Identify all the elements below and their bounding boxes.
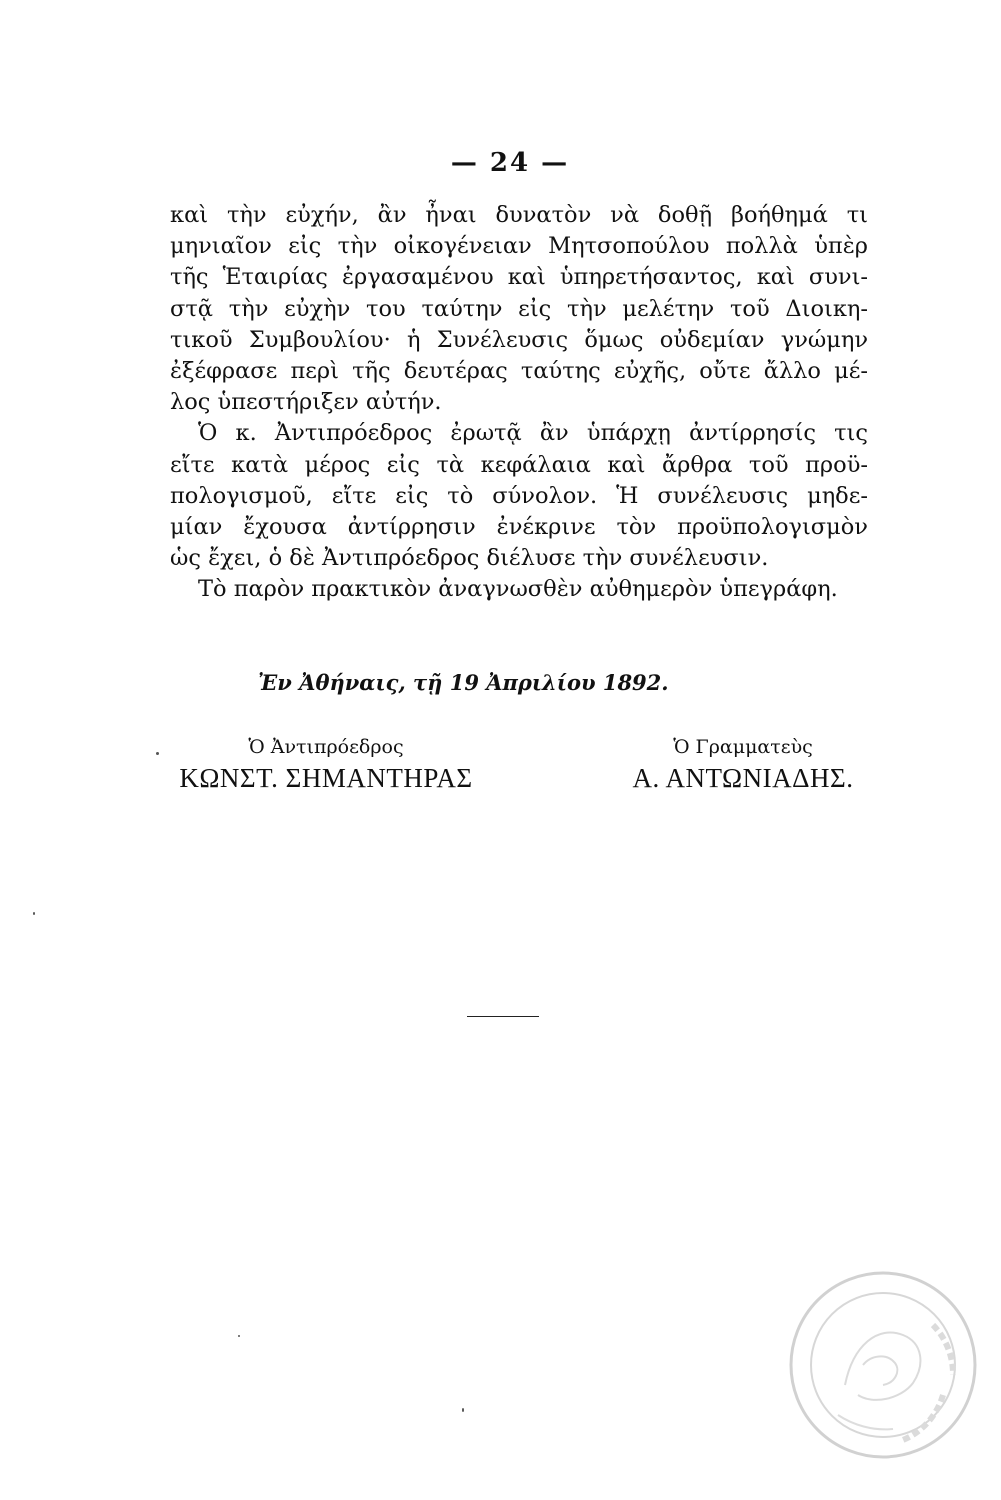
signature-name: Α. ΑΝΤΩΝΙΑΔΗΣ. xyxy=(632,763,854,793)
text-line: στᾷ τὴν εὐχὴν του ταύτην εἰς τὴν μελέτην τοῦ Διοικη- xyxy=(170,295,868,322)
print-speck xyxy=(156,752,159,755)
text-line: λος ὑπεστήριξεν αὐτήν. xyxy=(170,389,442,416)
text-line: μίαν ἔχουσα ἀντίρρησιν ἐνέκρινε τὸν προϋπολογισμὸν xyxy=(170,513,868,540)
text-line: ἐξέφρασε περὶ τῆς δευτέρας ταύτης εὐχῆς, οὔτε ἄλλο μέ- xyxy=(170,357,868,384)
text-line: πολογισμοῦ, εἴτε εἰς τὸ σύνολον. Ἡ συνέλευσις μηδε- xyxy=(170,482,868,509)
print-speck xyxy=(238,1335,240,1337)
text-line: τικοῦ Συμβουλίου· ἡ Συνέλευσις ὅμως οὐδεμίαν γνώμην xyxy=(170,326,868,353)
text-line: Ὁ κ. Ἀντιπρόεδρος ἐρωτᾷ ἂν ὑπάρχῃ ἀντίρρησίς τις xyxy=(198,420,868,447)
text-line: μηνιαῖον εἰς τὴν οἰκογένειαν Μητσοπούλου πολλὰ ὑπὲρ xyxy=(170,233,868,260)
text-line: τῆς Ἑταιρίας ἐργασαμένου καὶ ὑπηρετήσαντος, καὶ συνι- xyxy=(170,264,868,291)
text-line: ὡς ἔχει, ὁ δὲ Ἀντιπρόεδρος διέλυσε τὴν συνέλευσιν. xyxy=(170,545,769,572)
print-speck xyxy=(462,1408,464,1412)
text-line: καὶ τὴν εὐχήν, ἂν ἦναι δυνατὸν νὰ δοθῇ βοήθημά τι xyxy=(170,202,868,228)
signature-vice-president xyxy=(168,734,484,796)
date-line: Ἐν Ἀθήναις, τῇ 19 Ἀπριλίου 1892. xyxy=(258,670,669,695)
text-line: εἴτε κατὰ μέρος εἰς τὰ κεφάλαια καὶ ἄρθρα τοῦ προϋ- xyxy=(170,451,868,478)
page-number: — 24 — xyxy=(450,148,570,178)
signature-secretary xyxy=(612,734,874,796)
library-seal-icon xyxy=(783,1265,983,1465)
end-divider xyxy=(467,1016,539,1017)
body-text xyxy=(170,200,868,605)
signature-role: Ὁ Γραμματεὺς xyxy=(673,736,813,758)
text-line: Τὸ παρὸν πρακτικὸν ἀναγνωσθὲν αὐθημερὸν ὑπεγράφη. xyxy=(198,576,838,603)
print-speck xyxy=(33,912,35,915)
signature-role: Ὁ Ἀντιπρόεδρος xyxy=(248,736,404,758)
signature-name: ΚΩΝΣΤ. ΣΗΜΑΝΤΗΡΑΣ xyxy=(179,763,473,793)
